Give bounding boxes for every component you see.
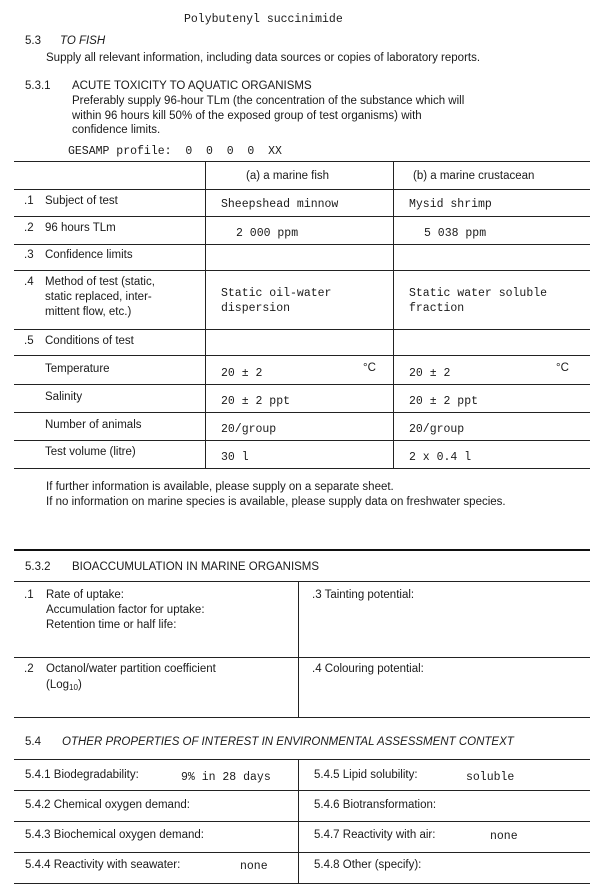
colouring-potential-label: .4 Colouring potential: bbox=[312, 663, 424, 675]
substance-name: Polybutenyl succinimide bbox=[184, 13, 343, 26]
cell-value: Static water soluble bbox=[409, 287, 548, 300]
description-line: within 96 hours kill 50% of the exposed group of test organisms) with bbox=[72, 110, 422, 122]
item-number: .1 bbox=[24, 589, 34, 601]
row-number: .4 bbox=[24, 276, 34, 288]
section-title: TO FISH bbox=[60, 35, 106, 47]
property-value: none bbox=[240, 860, 268, 873]
row-number: .5 bbox=[24, 335, 34, 347]
cell-value: 30 l bbox=[221, 451, 249, 464]
description-line: confidence limits. bbox=[72, 124, 161, 136]
property-value: 9% in 28 days bbox=[181, 771, 271, 784]
row-label: Test volume (litre) bbox=[45, 446, 136, 458]
item-label: Octanol/water partition coefficient bbox=[46, 663, 216, 675]
cell-value: 20 ± 2 ppt bbox=[221, 395, 291, 408]
property-label: 5.4.5 Lipid solubility: bbox=[314, 769, 418, 781]
property-value: none bbox=[490, 830, 518, 843]
cell-value: 20 ± 2 ppt bbox=[409, 395, 479, 408]
row-label: mittent flow, etc.) bbox=[45, 306, 132, 318]
property-label: 5.4.8 Other (specify): bbox=[314, 859, 422, 871]
cell-value: 20/group bbox=[221, 423, 277, 436]
property-label: 5.4.4 Reactivity with seawater: bbox=[25, 859, 181, 871]
row-number: .3 bbox=[24, 249, 34, 261]
item-label: Retention time or half life: bbox=[46, 619, 177, 631]
property-value: soluble bbox=[466, 771, 515, 784]
section-number: 5.3 bbox=[25, 35, 41, 47]
property-label: 5.4.3 Biochemical oxygen demand: bbox=[25, 829, 204, 841]
unit-label: °C bbox=[556, 362, 569, 374]
description-line: Preferably supply 96-hour TLm (the concentration of the substance which will bbox=[72, 95, 465, 107]
cell-value: 5 038 ppm bbox=[424, 227, 487, 240]
row-number: .1 bbox=[24, 195, 34, 207]
subsection-title: ACUTE TOXICITY TO AQUATIC ORGANISMS bbox=[72, 80, 312, 92]
property-label: 5.4.1 Biodegradability: bbox=[25, 769, 139, 781]
note: If no information on marine species is available, please supply data on freshwater species. bbox=[46, 496, 506, 508]
row-label: Temperature bbox=[45, 363, 110, 375]
property-label: 5.4.2 Chemical oxygen demand: bbox=[25, 799, 190, 811]
subsection-number: 5.3.2 bbox=[25, 561, 51, 573]
subsection-number: 5.3.1 bbox=[25, 80, 51, 92]
item-label: Accumulation factor for uptake: bbox=[46, 604, 205, 616]
row-number: .2 bbox=[24, 222, 34, 234]
cell-value: 20 ± 2 bbox=[221, 367, 263, 380]
cell-value: dispersion bbox=[221, 302, 291, 315]
cell-value: Sheepshead minnow bbox=[221, 198, 339, 211]
row-label: Number of animals bbox=[45, 419, 142, 431]
row-label: Salinity bbox=[45, 391, 83, 403]
cell-value: 20/group bbox=[409, 423, 465, 436]
column-header-marine-fish: (a) a marine fish bbox=[246, 170, 330, 182]
item-number: .2 bbox=[24, 663, 34, 675]
cell-value: fraction bbox=[409, 302, 465, 315]
cell-value: Static oil-water bbox=[221, 287, 332, 300]
note: If further information is available, please supply on a separate sheet. bbox=[46, 481, 394, 493]
gesamp-profile: GESAMP profile: 0 0 0 0 XX bbox=[68, 145, 282, 158]
column-header-marine-crustacean: (b) a marine crustacean bbox=[413, 170, 535, 182]
unit-label: °C bbox=[363, 362, 376, 374]
section-title: OTHER PROPERTIES OF INTEREST IN ENVIRONMENTAL ASSESSMENT CONTEXT bbox=[62, 736, 514, 748]
row-label: Conditions of test bbox=[45, 335, 134, 347]
item-label: Rate of uptake: bbox=[46, 589, 124, 601]
cell-value: 2 000 ppm bbox=[236, 227, 299, 240]
cell-value: Mysid shrimp bbox=[409, 198, 492, 211]
row-label: 96 hours TLm bbox=[45, 222, 116, 234]
item-label-log: (Log$_{10}$) bbox=[46, 679, 82, 692]
property-label: 5.4.7 Reactivity with air: bbox=[314, 829, 436, 841]
cell-value: 20 ± 2 bbox=[409, 367, 451, 380]
row-label: Confidence limits bbox=[45, 249, 133, 261]
section-number: 5.4 bbox=[25, 736, 41, 748]
property-label: 5.4.6 Biotransformation: bbox=[314, 799, 437, 811]
row-label: Method of test (static, bbox=[45, 276, 155, 288]
tainting-potential-label: .3 Tainting potential: bbox=[312, 589, 415, 601]
section-intro: Supply all relevant information, including data sources or copies of laboratory reports. bbox=[46, 52, 481, 64]
subsection-title: BIOACCUMULATION IN MARINE ORGANISMS bbox=[72, 561, 320, 573]
cell-value: 2 x 0.4 l bbox=[409, 451, 472, 464]
row-label: Subject of test bbox=[45, 195, 118, 207]
row-label: static replaced, inter- bbox=[45, 291, 152, 303]
